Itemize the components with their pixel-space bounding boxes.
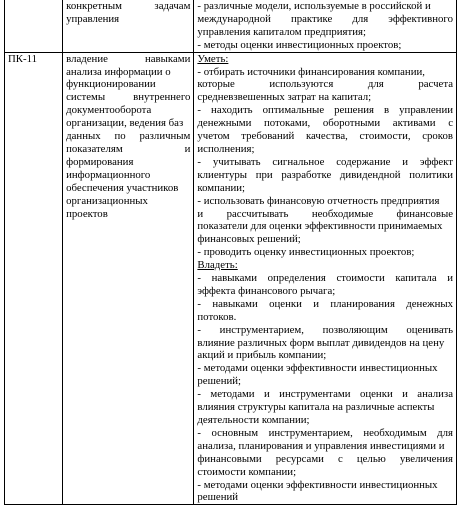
description-cell-continued [63, 0, 194, 52]
vladet-heading: Владеть: [197, 259, 238, 272]
umet-line: - учитывать сигнальное содержание и эффект [197, 155, 453, 168]
description-line: конкретным задачам [66, 0, 191, 12]
description-line: владение навыками [66, 52, 191, 65]
umet-line: клиентуры при разработке дивидендной политики [197, 168, 453, 181]
vladet-line: - методами и инструментами оценки и анализа [197, 388, 453, 401]
vladet-line: решений [197, 491, 239, 504]
vladet-line: акций и прибыль компании; [197, 349, 327, 362]
vladet-line: - основным инструментарием, необходимым для [197, 426, 453, 439]
vladet-line: финансовыми ресурсами с целью увеличения [197, 452, 453, 465]
description-line: функционировании [66, 78, 156, 91]
vladet-line: - методами оценки эффективности инвестиционных [197, 478, 438, 491]
description-line: системы внутреннего [66, 91, 191, 104]
umet-line: средневзвешенных затрат на капитал; [197, 91, 372, 104]
umet-line: показатели для оценки эффективности принимаемых [197, 220, 443, 233]
vladet-line: анализа, планирования и управления инвестициями и [197, 439, 445, 452]
umet-line: - проводить оценку инвестиционных проектов; [197, 246, 415, 259]
description-line: обеспечения участников [66, 181, 179, 194]
description-cell [63, 52, 194, 505]
vladet-line: эффекта финансового рычага; [197, 284, 336, 297]
umet-line: исполнения; [197, 142, 255, 155]
outcome-line: - различные модели, используемые в российской и [197, 0, 431, 12]
description-line: проектов [66, 207, 108, 220]
vladet-line: влияние различных форм выплат дивидендов на цену [197, 336, 445, 349]
vladet-line: решений; [197, 375, 242, 388]
umet-line: денежными потоками, оборотными активами с [197, 117, 453, 130]
vladet-line: - навыками определения стоимости капитала и [197, 272, 453, 285]
description-line: организации, ведения баз [66, 117, 184, 130]
description-line: показателям и [66, 142, 191, 155]
code-cell [5, 52, 63, 505]
vladet-line: потоков. [197, 310, 237, 323]
outcomes-cell [194, 52, 457, 505]
description-line: данных по различным [66, 130, 191, 143]
umet-line: - отбирать источники финансирования компании, [197, 65, 425, 78]
outcome-line: - методы оценки инвестиционных проектов; [197, 38, 402, 51]
competency-code: ПК-11 [8, 52, 37, 65]
outcome-line: международной практике для эффективного [197, 12, 453, 25]
vladet-line: - методами оценки эффективности инвестиционных [197, 362, 438, 375]
umet-line: компании; [197, 181, 246, 194]
umet-line: финансовых решений; [197, 233, 301, 246]
vladet-line: - инструментарием, позволяющим оценивать [197, 323, 453, 336]
vladet-line: - навыками оценки и планирования денежных [197, 297, 453, 310]
vladet-line: стоимости компании; [197, 465, 297, 478]
umet-line: учетом требований качества, стоимости, сроков [197, 130, 453, 143]
description-line: организационных [66, 194, 148, 207]
umet-line: которые используются для расчета [197, 78, 453, 91]
table-row-continued [5, 0, 457, 52]
code-cell-empty [5, 0, 63, 52]
description-line: формирования [66, 155, 134, 168]
description-line: управления [66, 12, 120, 25]
description-line: документооборота [66, 104, 152, 117]
vladet-line: влияния структуры капитала на различные аспекты [197, 401, 435, 414]
umet-heading: Уметь: [197, 52, 229, 65]
umet-line: - находить оптимальные решения в управлении [197, 104, 453, 117]
outcome-line: управления капиталом предприятия; [197, 25, 366, 38]
outcomes-cell-continued [194, 0, 457, 52]
umet-line: - использовать финансовую отчетность предприятия [197, 194, 440, 207]
competency-table [4, 0, 457, 505]
vladet-line: деятельности компании; [197, 414, 310, 426]
table-row-pk11 [5, 52, 457, 505]
umet-line: и рассчитывать необходимые финансовые [197, 207, 453, 220]
description-line: анализа информации о [66, 65, 171, 78]
description-line: информационного [66, 168, 151, 181]
